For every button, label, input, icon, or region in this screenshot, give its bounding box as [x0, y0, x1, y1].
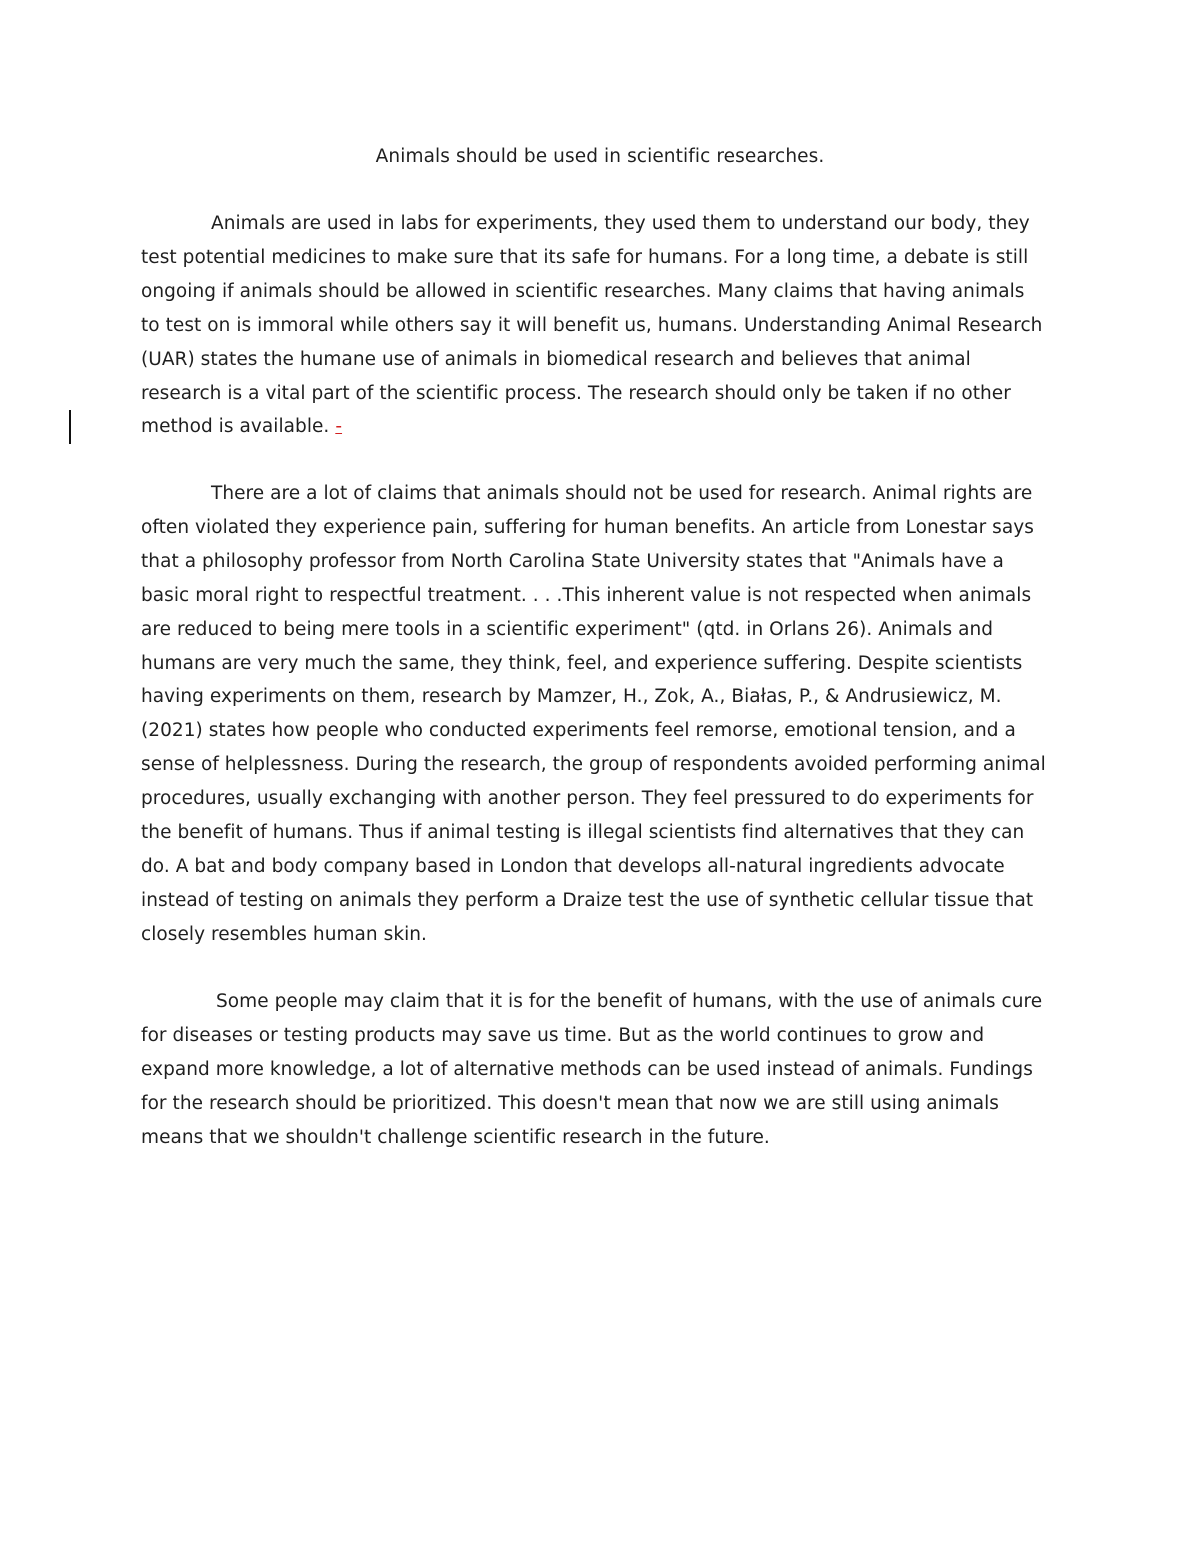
- paragraph-line: sense of helplessness. During the research, the group of respondents avoided performing animal: [141, 754, 1046, 776]
- paragraph-line: (2021) states how people who conducted experiments feel remorse, emotional tension, and a: [141, 720, 1016, 742]
- paragraph-line: procedures, usually exchanging with another person. They feel pressured to do experiments for: [141, 788, 1034, 810]
- paragraph-line: often violated they experience pain, suffering for human benefits. An article from Lonestar says: [141, 516, 1034, 538]
- paragraph-line: the benefit of humans. Thus if animal testing is illegal scientists find alternatives that they can: [141, 822, 1025, 844]
- paragraph-line: (UAR) states the humane use of animals in biomedical research and believes that animal: [141, 348, 971, 370]
- paragraph-line: for diseases or testing products may save us time. But as the world continues to grow and: [141, 1024, 985, 1046]
- paragraph-1[interactable]: [141, 207, 1071, 444]
- paragraph-line: method is available.: [141, 416, 336, 438]
- paragraph-line: basic moral right to respectful treatment. . . .This inherent value is not respected when animals: [141, 584, 1032, 606]
- paragraph-3[interactable]: [141, 985, 1071, 1155]
- paragraph-line: Some people may claim that it is for the benefit of humans, with the use of animals cure: [216, 991, 1043, 1012]
- suggestion-mark[interactable]: -: [335, 416, 343, 438]
- paragraph-line: that a philosophy professor from North Carolina State University states that "Animals have a: [141, 550, 1004, 572]
- paragraph-line: do. A bat and body company based in London that develops all-natural ingredients advocate: [141, 855, 1005, 877]
- paragraph-line: Animals are used in labs for experiments, they used them to understand our body, they: [211, 213, 1030, 234]
- paragraph-line: instead of testing on animals they perform a Draize test the use of synthetic cellular tissue that: [141, 889, 1034, 911]
- document-title: Animals should be used in scientific researches.: [375, 146, 825, 167]
- paragraph-line: humans are very much the same, they think, feel, and experience suffering. Despite scientists: [141, 652, 1023, 674]
- paragraph-line: means that we shouldn't challenge scientific research in the future.: [141, 1126, 770, 1148]
- paragraph-line: expand more knowledge, a lot of alternative methods can be used instead of animals. Fundings: [141, 1058, 1033, 1080]
- paragraph-line: test potential medicines to make sure that its safe for humans. For a long time, a debate is still: [141, 246, 1029, 268]
- paragraph-line: closely resembles human skin.: [141, 923, 427, 945]
- paragraph-line: are reduced to being mere tools in a scientific experiment" (qtd. in Orlans 26). Animals and: [141, 618, 994, 640]
- paragraph-line: ongoing if animals should be allowed in scientific researches. Many claims that having animals: [141, 280, 1025, 302]
- paragraph-line: having experiments on them, research by Mamzer, H., Zok, A., Białas, P., & Andrusiewicz, M.: [141, 686, 1002, 708]
- paragraph-line: for the research should be prioritized. This doesn't mean that now we are still using animals: [141, 1092, 999, 1114]
- paragraph-line: to test on is immoral while others say it will benefit us, humans. Understanding Animal Research: [141, 314, 1043, 336]
- text-cursor: [69, 410, 71, 444]
- paragraph-line: There are a lot of claims that animals should not be used for research. Animal rights are: [211, 483, 1033, 504]
- paragraph-2[interactable]: [141, 477, 1071, 952]
- paragraph-line: research is a vital part of the scientific process. The research should only be taken if no other: [141, 382, 1011, 404]
